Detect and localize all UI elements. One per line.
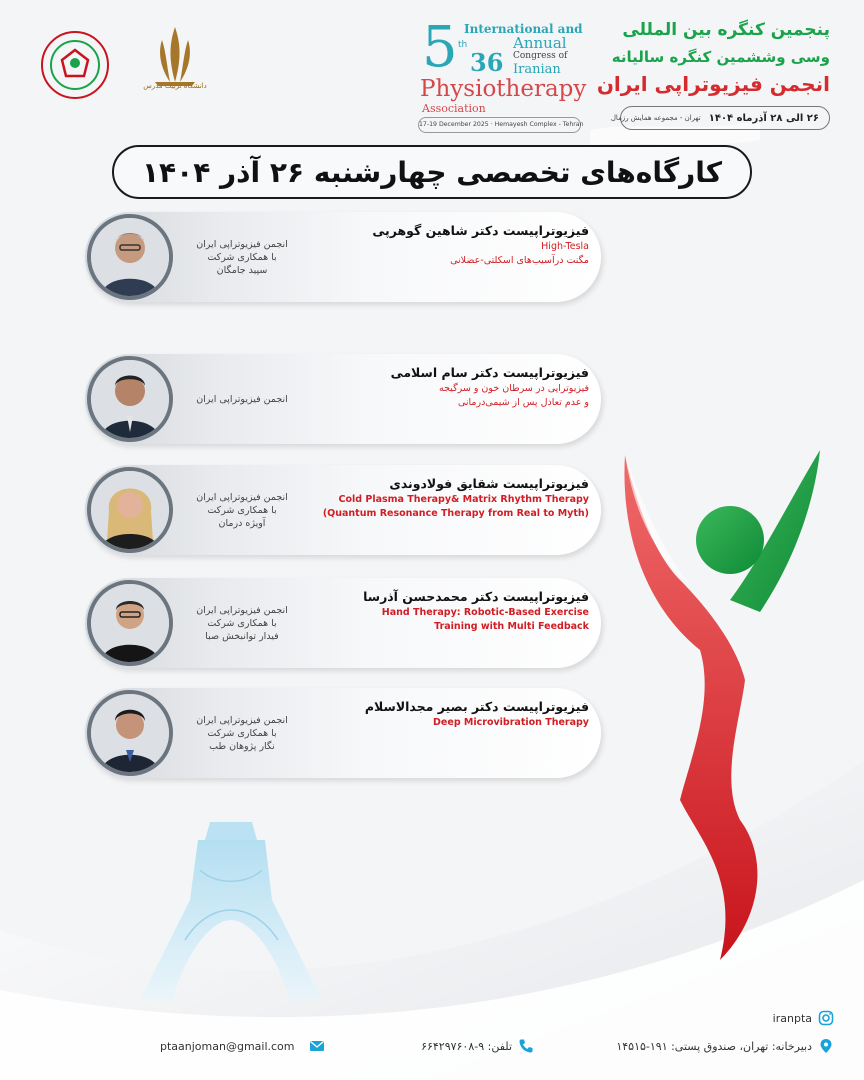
- workshop-topic-1: High-Tesla: [541, 241, 589, 252]
- congress-title-fa-2: وسی وششمین کنگره سالیانه: [611, 48, 830, 66]
- workshop-topic-1: Deep Microvibration Therapy: [433, 717, 589, 728]
- location-pin-icon: [818, 1038, 834, 1054]
- speaker-name: فیزیوتراپیست شقایق فولادوندی: [389, 476, 589, 491]
- email-text: ptaanjoman@gmail.com: [160, 1039, 295, 1053]
- org-line-3: سپید جامگان: [216, 264, 268, 276]
- congress-number: 5: [422, 15, 458, 80]
- speaker-card: [85, 688, 601, 778]
- workshop-topic-2: (Quantum Resonance Therapy from Real to Myth): [322, 508, 589, 519]
- congress-of: Congress of: [513, 51, 568, 61]
- speaker-card: [85, 465, 601, 555]
- org-line-1: انجمن فیزیوتراپی ایران: [196, 491, 288, 503]
- phone-text: تلفن: ۹-۶۶۴۲۹۷۶۰۸: [421, 1039, 512, 1053]
- org-line-1: انجمن فیزیوتراپی ایران: [196, 393, 288, 405]
- university-logo: [140, 22, 210, 102]
- congress-date: 17-19 December 2025 · Hemayesh Complex - Tehran: [418, 117, 581, 133]
- avatar: [87, 214, 173, 300]
- congress-date-fa: [610, 106, 830, 130]
- speaker-organization: [177, 473, 307, 547]
- speaker-card: [85, 578, 601, 668]
- congress-title-fa-1: پنجمین کنگره بین المللی: [622, 20, 830, 40]
- congress-iranian: Iranian: [513, 62, 561, 77]
- workshop-topic-2: مگنت درآسیب‌های اسکلتی-عضلانی: [450, 255, 589, 266]
- org-line-2: با همکاری شرکت: [207, 727, 277, 739]
- congress-th: th: [458, 40, 468, 50]
- speaker-name: فیزیوتراپیست دکتر سام اسلامی: [390, 365, 589, 380]
- speaker-info: [307, 584, 589, 662]
- speaker-card: [85, 212, 601, 302]
- speaker-info: [307, 218, 589, 296]
- phone[interactable]: [421, 1038, 534, 1054]
- speaker-info: [307, 694, 589, 772]
- congress-physiotherapy: Physiotherapy: [420, 76, 587, 102]
- speaker-card: [85, 354, 601, 444]
- speaker-organization: [177, 362, 307, 436]
- speaker-organization: [177, 220, 307, 294]
- org-line-2: با همکاری شرکت: [207, 251, 277, 263]
- speaker-name: فیزیوتراپیست دکتر شاهین گوهرپی: [372, 223, 589, 238]
- avatar: [87, 580, 173, 666]
- instagram-link[interactable]: [773, 1010, 834, 1026]
- address: [616, 1038, 834, 1054]
- workshop-topic-1: Hand Therapy: Robotic-Based Exercise: [381, 607, 589, 618]
- org-line-1: انجمن فیزیوتراپی ایران: [196, 238, 288, 250]
- org-line-1: انجمن فیزیوتراپی ایران: [196, 604, 288, 616]
- mail-icon: [309, 1038, 325, 1054]
- speaker-info: [307, 360, 589, 438]
- congress-36: 36: [470, 48, 504, 77]
- email-link[interactable]: [160, 1038, 325, 1054]
- university-name: دانشگاه تربیت مدرس: [143, 82, 207, 90]
- workshop-topic-2: Training with Multi Feedback: [434, 621, 589, 632]
- speaker-organization: [177, 586, 307, 660]
- org-line-3: نگار پژوهان طب: [209, 740, 275, 752]
- date-fa: ۲۶ الی ۲۸ آذرماه ۱۴۰۴: [708, 112, 819, 124]
- congress-annual: Annual: [513, 34, 567, 52]
- phone-icon: [518, 1038, 534, 1054]
- org-line-2: با همکاری شرکت: [207, 617, 277, 629]
- congress-logo: [418, 15, 587, 132]
- workshop-topic-1: Cold Plasma Therapy& Matrix Rhythm Therapy: [338, 494, 589, 505]
- org-line-2: با همکاری شرکت: [207, 504, 277, 516]
- address-text: دبیرخانه: تهران، صندوق پستی: ۱۹۱-۱۴۵۱۵: [616, 1039, 812, 1053]
- association-logo: [40, 30, 110, 100]
- avatar: [87, 356, 173, 442]
- congress-association: Association: [422, 102, 486, 115]
- avatar: [87, 467, 173, 553]
- speaker-info: [307, 471, 589, 549]
- congress-international: International and: [464, 22, 583, 36]
- workshop-topic-2: و عدم تعادل پس از شیمی‌درمانی: [457, 397, 589, 408]
- org-line-3: فیدار توانبخش صبا: [205, 630, 279, 642]
- speaker-organization: [177, 696, 307, 770]
- instagram-icon: [818, 1010, 834, 1026]
- speaker-name: فیزیوتراپیست دکتر محمدحسن آذرسا: [363, 589, 589, 604]
- workshops-banner: [112, 145, 752, 199]
- workshop-topic-1: فیزیوتراپی در سرطان خون و سرگیجه: [438, 383, 589, 394]
- banner-title: کارگاه‌های تخصصی چهارشنبه ۲۶ آذر ۱۴۰۴: [141, 155, 723, 189]
- speaker-name: فیزیوتراپیست دکتر بصیر مجدالاسلام: [364, 699, 589, 714]
- footer: [0, 1010, 864, 1080]
- venue-fa: تهران - مجموعه همایش رزمال: [610, 114, 701, 122]
- instagram-handle: iranpta: [772, 1011, 812, 1025]
- congress-title-fa-3: انجمن فیزیوتراپی ایران: [596, 72, 830, 96]
- org-line-1: انجمن فیزیوتراپی ایران: [196, 714, 288, 726]
- avatar: [87, 690, 173, 776]
- org-line-3: آویژه درمان: [218, 517, 266, 529]
